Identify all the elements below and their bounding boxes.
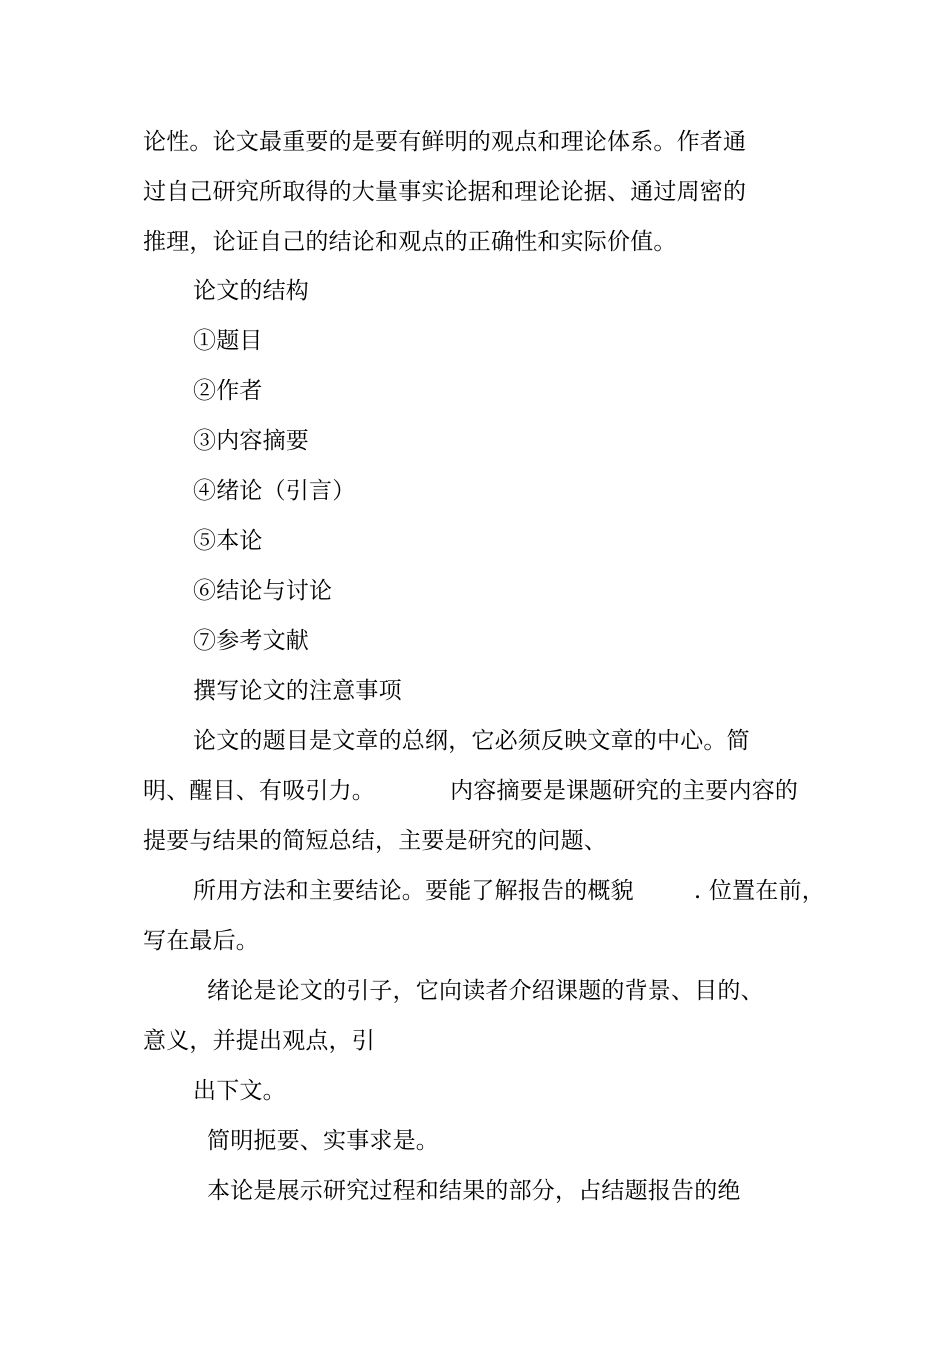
body-text-line: 推理，论证自己的结论和观点的正确性和实际价值。 xyxy=(143,229,677,255)
body-text-line: 论文的题目是文章的总纲，它必须反映文章的中心。简 xyxy=(193,728,750,754)
list-item: ①题目 xyxy=(193,328,263,354)
body-text-line: 写在最后。 xyxy=(143,928,259,954)
body-text-line: 简明扼要、实事求是。 xyxy=(207,1128,439,1154)
list-item: ⑦参考文献 xyxy=(193,628,309,654)
body-text-line: 意义，并提出观点，引 xyxy=(143,1028,375,1054)
section-heading: 论文的结构 xyxy=(193,278,309,304)
section-heading: 撰写论文的注意事项 xyxy=(193,678,402,704)
list-item: ④绪论（引言） xyxy=(193,478,356,504)
body-text-line: 提要与结果的简短总结，主要是研究的问题、 xyxy=(143,828,607,854)
body-text-line: 论性。论文最重要的是要有鲜明的观点和理论体系。作者通 xyxy=(143,129,747,155)
body-text-line: 所用方法和主要结论。要能了解报告的概貌 . 位置在前， xyxy=(193,878,825,904)
list-item: ⑤本论 xyxy=(193,528,263,554)
list-item: ⑥结论与讨论 xyxy=(193,578,333,604)
body-text-line: 出下文。 xyxy=(193,1078,286,1104)
body-text-line: 明、醒目、有吸引力。 内容摘要是课题研究的主要内容的 xyxy=(143,778,799,804)
body-text-line: 绪论是论文的引子，它向读者介绍课题的背景、目的、 xyxy=(207,978,764,1004)
body-text-line: 本论是展示研究过程和结果的部分，占结题报告的绝 xyxy=(207,1178,741,1204)
body-text-line: 过自己研究所取得的大量事实论据和理论论据、通过周密的 xyxy=(143,179,747,205)
list-item: ②作者 xyxy=(193,378,263,404)
list-item: ③内容摘要 xyxy=(193,428,309,454)
